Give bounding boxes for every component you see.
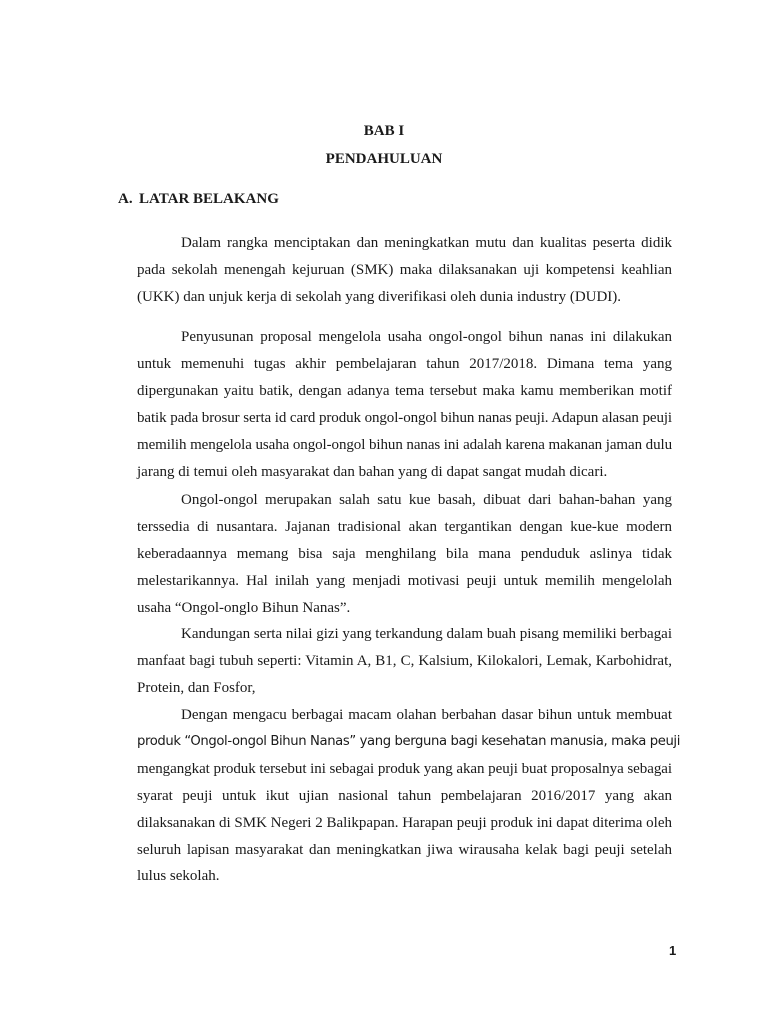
paragraph-line: memilih mengelola usaha ongol-ongol bihun nanas ini adalah karena makanan jaman dulu — [137, 436, 672, 453]
section-number: A. — [118, 191, 133, 207]
paragraph-4 — [137, 621, 672, 702]
paragraph-line: dipergunakan yaitu batik, dengan adanya tema tersebut maka kamu memberikan motif — [137, 382, 672, 399]
page-number: 1 — [669, 943, 677, 958]
paragraph-line: Protein, dan Fosfor, — [137, 679, 256, 696]
chapter-title: PENDAHULUAN — [325, 151, 443, 167]
paragraph-line: Dalam rangka menciptakan dan meningkatkan mutu dan kualitas peserta didik — [181, 235, 672, 251]
paragraph-line: (UKK) dan unjuk kerja di sekolah yang diverifikasi oleh dunia industry (DUDI). — [137, 288, 622, 305]
paragraph-line: keberadaannya memang bisa saja menghilang bila mana penduduk aslinya tidak — [137, 545, 672, 562]
paragraph-line: Dengan mengacu berbagai macam olahan berbahan dasar bihun untuk membuat — [181, 707, 672, 723]
section-heading — [118, 191, 279, 208]
paragraph-line: lulus sekolah. — [137, 868, 220, 885]
section-title: LATAR BELAKANG — [139, 191, 279, 207]
paragraph-line: batik pada brosur serta id card produk ongol-ongol bihun nanas peuji. Adapun alasan peuji — [137, 409, 672, 426]
paragraph-1 — [137, 230, 672, 311]
paragraph-line: Ongol-ongol merupakan salah satu kue basah, dibuat dari bahan-bahan yang — [181, 492, 672, 508]
paragraph-line: melestarikannya. Hal inilah yang menjadi motivasi peuji untuk memilih mengelolah — [137, 572, 672, 589]
paragraph-2 — [137, 324, 672, 485]
paragraph-line: pada sekolah menengah kejuruan (SMK) maka dilaksanakan uji kompetensi keahlian — [137, 261, 672, 278]
paragraph-line: Kandungan serta nilai gizi yang terkandung dalam buah pisang memiliki berbagai — [181, 626, 672, 642]
paragraph-3 — [137, 487, 672, 622]
paragraph-line: usaha “Ongol-onglo Bihun Nanas”. — [137, 599, 351, 616]
paragraph-line: produk “Ongol-ongol Bihun Nanas” yang berguna bagi kesehatan manusia, maka peuji — [137, 733, 680, 749]
paragraph-line: untuk memenuhi tugas akhir pembelajaran tahun 2017/2018. Dimana tema yang — [137, 355, 672, 372]
paragraph-5 — [137, 702, 680, 890]
paragraph-line: manfaat bagi tubuh seperti: Vitamin A, B1, C, Kalsium, Kilokalori, Lemak, Karbohidrat, — [137, 652, 672, 669]
paragraph-line: dilaksanakan di SMK Negeri 2 Balikpapan. Harapan peuji produk ini dapat diterima oleh — [137, 814, 672, 831]
paragraph-line: jarang di temui oleh masyarakat dan bahan yang di dapat sangat mudah dicari. — [137, 463, 608, 480]
chapter-number: BAB I — [363, 123, 405, 139]
paragraph-line: Penyusunan proposal mengelola usaha ongol-ongol bihun nanas ini dilakukan — [181, 329, 672, 345]
paragraph-line: seluruh lapisan masyarakat dan meningkatkan jiwa wirausaha kelak bagi peuji setelah — [137, 841, 672, 858]
paragraph-line: terssedia di nusantara. Jajanan tradisional akan tergantikan dengan kue-kue modern — [137, 518, 672, 535]
paragraph-line: mengangkat produk tersebut ini sebagai produk yang akan peuji buat proposalnya sebagai — [137, 760, 672, 777]
paragraph-line: syarat peuji untuk ikut ujian nasional tahun pembelajaran 2016/2017 yang akan — [137, 787, 672, 804]
